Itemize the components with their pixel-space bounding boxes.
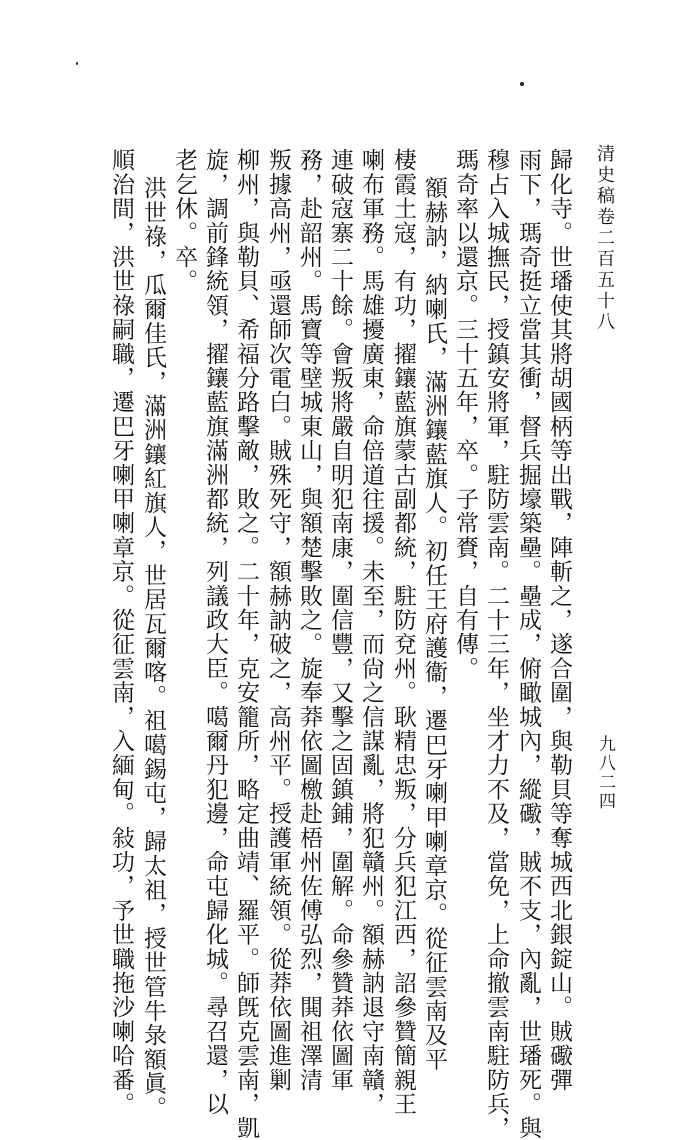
text-column: 喇布軍務。馬雄擾廣東，命倍道往援。未至，而尙之信謀亂，將犯贛州。額赫訥退守南贛， xyxy=(358,148,384,1116)
text-column: 柳州，與勒貝、希福分路擊敵，敗之。二十年，克安籠所，略定曲靖、羅平。師旣克雲南，凱 xyxy=(233,148,259,1140)
text-column: 瑪奇率以還京。三十五年，卒。子常賚，自有傳。 xyxy=(452,148,478,681)
text-column: 連破寇寨二十餘。會叛將嚴自明犯南康，圍信豐，又擊之固鎮鋪，圍解。命參贊莽依圖軍 xyxy=(327,148,353,1092)
text-column: 叛據高州，亟還師次電白。賊殊死守，額赫訥破之，高州平。授護軍統領。從莽依圖進剿 xyxy=(265,148,291,1092)
text-column: 棲霞土寇，有功，擢鑲藍旗蒙古副都統，駐防兗州。耿精忠叛，分兵犯江西，詔參贊簡親王 xyxy=(390,148,416,1116)
text-column: 老乞休。卒。 xyxy=(171,148,197,294)
text-column: 洪世祿，瓜爾佳氏，滿洲鑲紅旗人，世居瓦爾喀。祖噶錫屯，歸太祖，授世管牛彔額眞。 xyxy=(140,176,166,1120)
text-column: 穆占入城撫民，授鎮安將軍，駐防雲南。二十三年，坐才力不及，當免，上命撤雲南駐防兵， xyxy=(483,148,509,1140)
speck-mark xyxy=(76,62,78,65)
text-column: 額赫訥，納喇氏，滿洲鑲藍旗人。初任王府護衞，遷巴牙喇甲喇章京。從征雲南及平 xyxy=(421,176,447,1072)
text-column: 順治間，洪世祿嗣職，遷巴牙喇甲喇章京。從征雲南，入緬甸。敍功，予世職拖沙喇哈番。 xyxy=(108,148,134,1116)
speck-mark xyxy=(520,82,524,86)
page-number: 九八二四 xyxy=(595,735,615,811)
text-column: 務，赴韶州。馬寶等壁城東山，與額楚擊敗之。旋奉莽依圖檄赴梧州佐傅弘烈，閧祖澤清 xyxy=(296,148,322,1092)
text-column: 歸化寺。世璠使其將胡國柄等出戰，陣斬之，遂合圍，與勒貝等奪城西北銀錠山。賊礮彈 xyxy=(546,148,572,1092)
text-column: 雨下，瑪奇挺立當其衝，督兵掘壕築壘。壘成，俯瞰城內，縱礮，賊不支，內亂，世璠死。與 xyxy=(515,148,541,1140)
running-header: 清史稿卷二百五十八 xyxy=(594,144,615,333)
text-column: 旋，調前鋒統領，擢鑲藍旗滿洲都統，列議政大臣。噶爾丹犯邊，命屯歸化城。尋召還，以 xyxy=(202,148,228,1116)
